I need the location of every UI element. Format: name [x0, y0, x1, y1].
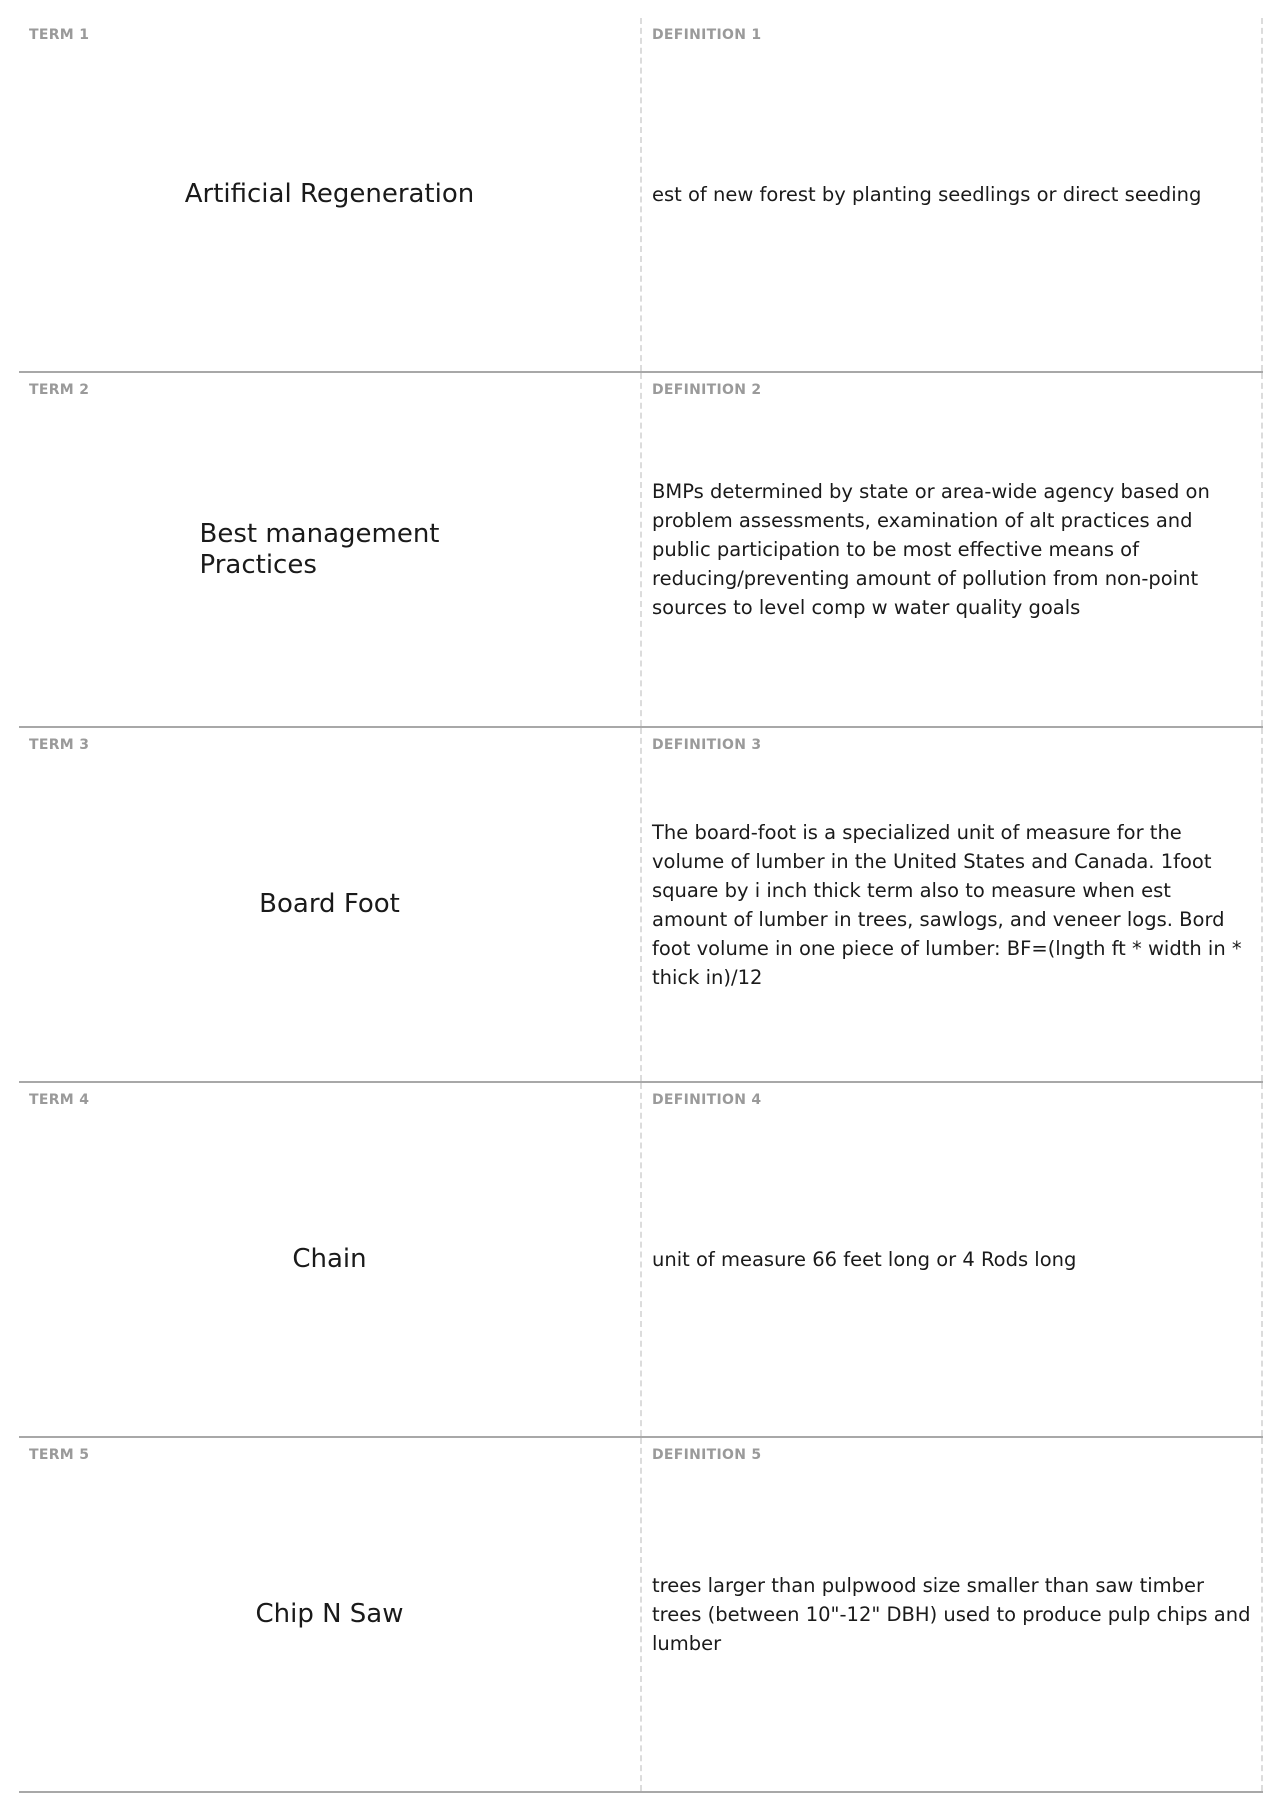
definition-label: DEFINITION 2: [652, 382, 762, 398]
term-text-container: [19, 1438, 640, 1791]
definition-text-container: [652, 18, 1251, 371]
definition-text-container: [652, 1083, 1251, 1436]
definition-cell: [642, 728, 1263, 1081]
term-text: Artificial Regeneration: [184, 179, 475, 209]
definition-text-container: [652, 728, 1251, 1081]
term-cell: [19, 1083, 642, 1436]
flashcard-row: [19, 18, 1263, 373]
definition-label: DEFINITION 5: [652, 1447, 762, 1463]
definition-text: est of new forest by planting seedlings or direct seeding: [652, 183, 1202, 206]
term-text: Best management Practices: [199, 518, 440, 580]
term-label: TERM 1: [29, 27, 90, 43]
definition-text: unit of measure 66 feet long or 4 Rods long: [652, 1248, 1077, 1271]
flashcard-row: [19, 373, 1263, 728]
definition-text: trees larger than pulpwood size smaller than saw timber trees (between 10"-12" DBH) used to produce pulp chips and lumber: [652, 1574, 1251, 1655]
definition-text: BMPs determined by state or area-wide agency based on problem assessments, examination of alt practices and public participation to be most effective means of reducing/preventing amount of pollution from non-point sources to level comp w water quality goals: [652, 480, 1210, 619]
term-text-container: [19, 728, 640, 1081]
term-label: TERM 3: [29, 737, 90, 753]
term-text-container: [19, 373, 640, 726]
definition-label: DEFINITION 4: [652, 1092, 762, 1108]
term-text-container: [19, 18, 640, 371]
flashcard-sheet: [19, 18, 1263, 1793]
definition-text-container: [652, 1438, 1251, 1791]
definition-cell: [642, 18, 1263, 371]
definition-text: The board-foot is a specialized unit of measure for the volume of lumber in the United States and Canada. 1foot square by i inch thick term also to measure when est amount of lumber in trees, sawlogs, and veneer logs. Bord foot volume in one piece of lumber: BF=(lngth ft * width in * thick in)/12: [652, 820, 1242, 989]
flashcard-row: [19, 1083, 1263, 1438]
term-text: Chain: [292, 1244, 367, 1274]
term-cell: [19, 18, 642, 371]
definition-label: DEFINITION 1: [652, 27, 762, 43]
definition-cell: [642, 373, 1263, 726]
flashcard-row: [19, 728, 1263, 1083]
term-text: Board Foot: [259, 889, 400, 919]
term-label: TERM 2: [29, 382, 90, 398]
term-cell: [19, 373, 642, 726]
term-text: Chip N Saw: [255, 1599, 404, 1629]
definition-cell: [642, 1438, 1263, 1791]
term-text-container: [19, 1083, 640, 1436]
definition-text-container: [652, 373, 1251, 726]
term-cell: [19, 1438, 642, 1791]
term-label: TERM 4: [29, 1092, 90, 1108]
definition-cell: [642, 1083, 1263, 1436]
term-label: TERM 5: [29, 1447, 90, 1463]
term-cell: [19, 728, 642, 1081]
definition-label: DEFINITION 3: [652, 737, 762, 753]
flashcard-row: [19, 1438, 1263, 1793]
